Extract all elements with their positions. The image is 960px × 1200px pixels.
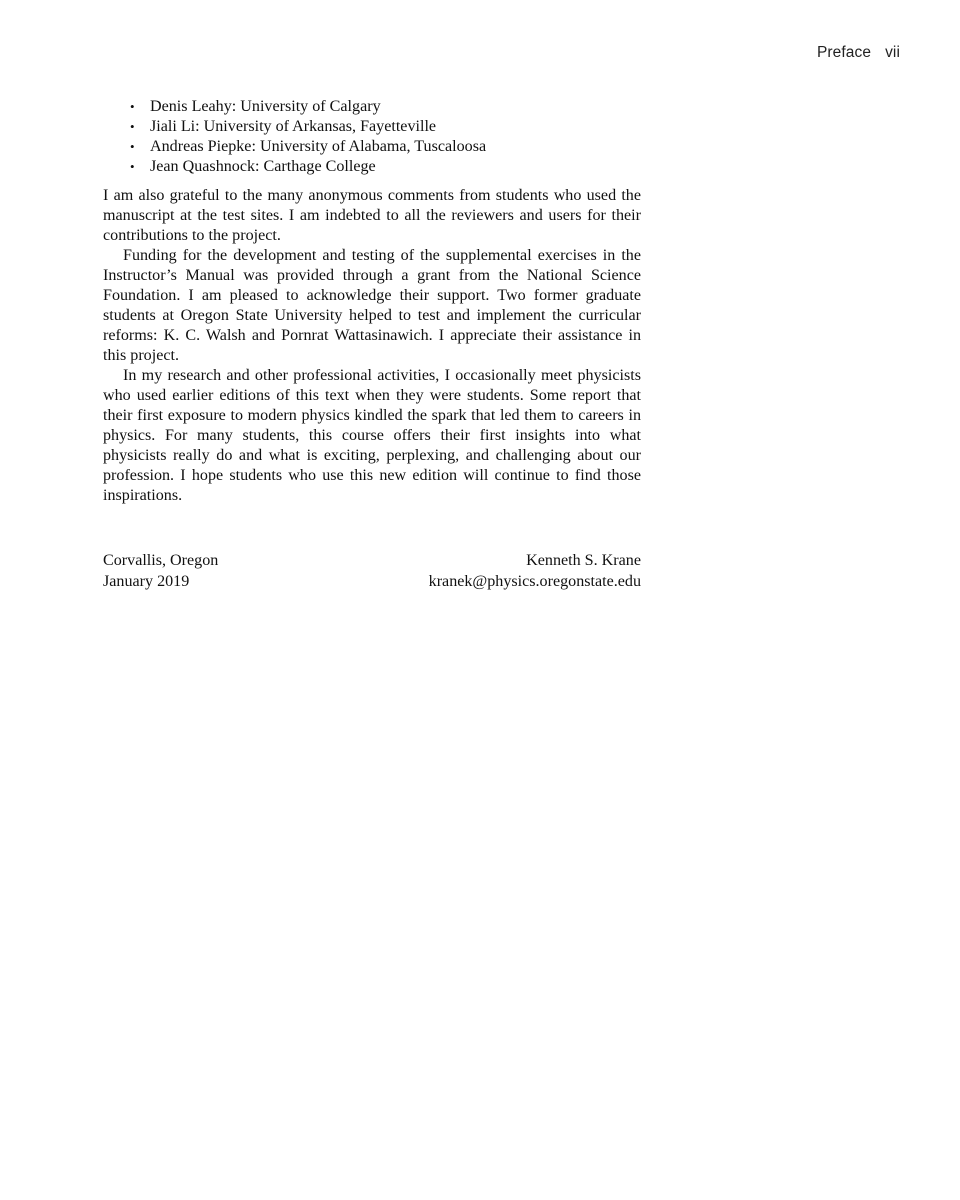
section-title: Preface — [816, 44, 872, 61]
reviewer-list — [103, 97, 641, 177]
list-item — [103, 117, 641, 137]
place-date — [103, 550, 218, 592]
date: January 2019 — [103, 573, 190, 590]
reviewer-name: Jiali Li: University of Arkansas, Fayetteville — [150, 118, 437, 135]
paragraph-inspiration: In my research and other professional activities, I occasionally meet physicists who used earlier editions of this text when they were students. Some report that their first exposure to modern physics kindled the spark that led them to careers in physics. For many students, this course offers their first insights into what physicists really do and what is exciting, perplexing, and challenging about our profession. I hope students who use this new edition will continue to find those inspirations. — [103, 367, 641, 504]
running-head — [817, 44, 900, 62]
reviewer-name: Denis Leahy: University of Calgary — [150, 98, 381, 115]
bullet-icon: • — [130, 99, 135, 114]
bullet-icon: • — [130, 139, 135, 154]
page-number: vii — [885, 44, 900, 61]
paragraph-acknowledgement: I am also grateful to the many anonymous comments from students who used the manuscript at the test sites. I am indebted to all the reviewers and users for their contributions to the project. — [103, 187, 641, 244]
paragraph-funding: Funding for the development and testing of the supplemental exercises in the Instructor’s Manual was provided through a grant from the National Science Foundation. I am pleased to acknowledge their support. Two former graduate students at Oregon State University helped to test and implement the curricular reforms: K. C. Walsh and Pornrat Wattasinawich. I appreciate their assistance in this project. — [103, 247, 641, 364]
list-item — [103, 157, 641, 177]
author-name: Kenneth S. Krane — [526, 552, 641, 569]
bullet-icon: • — [130, 159, 135, 174]
bullet-icon: • — [130, 119, 135, 134]
author-contact — [429, 550, 641, 592]
signature-block — [103, 550, 641, 592]
page-body — [103, 97, 641, 506]
reviewer-name: Andreas Piepke: University of Alabama, Tuscaloosa — [150, 138, 487, 155]
author-email: kranek@physics.oregonstate.edu — [428, 573, 641, 590]
list-item — [103, 97, 641, 117]
reviewer-name: Jean Quashnock: Carthage College — [150, 158, 376, 175]
list-item — [103, 137, 641, 157]
place: Corvallis, Oregon — [103, 552, 219, 569]
